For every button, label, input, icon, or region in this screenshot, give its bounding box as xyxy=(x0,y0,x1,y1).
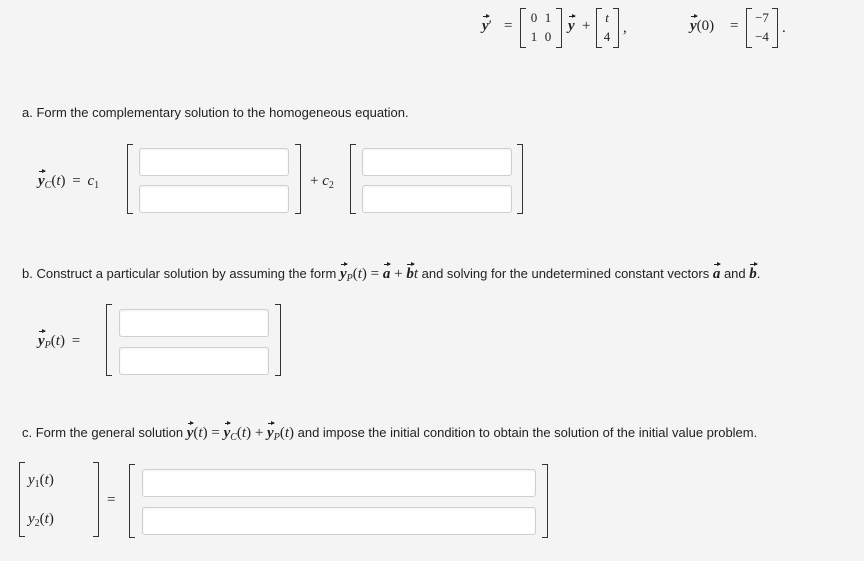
particular-component1-input[interactable] xyxy=(119,309,269,337)
forcing-t: t xyxy=(605,10,609,25)
complementary-vector2-component2-input[interactable] xyxy=(362,185,512,213)
initial-y1: −7 xyxy=(755,10,769,25)
part-a-right-bracket-1 xyxy=(295,144,301,214)
part-c-right-bracket-lhs xyxy=(93,462,99,537)
part-a-right-bracket-2 xyxy=(517,144,523,214)
part-c-right-bracket-rhs xyxy=(542,464,548,538)
y-vector-symbol: y xyxy=(482,18,489,34)
particular-lhs: $y_P(t)$ = xyxy=(38,333,81,351)
c2-coefficient: + $c_2$ xyxy=(310,173,334,191)
system-equation: y′ = 0 1 1 0 y + t 4 , y(0) = −7 −4 . xyxy=(478,6,818,50)
part-a-left-bracket-1 xyxy=(127,144,133,214)
particular-component2-input[interactable] xyxy=(119,347,269,375)
general-y2-input[interactable] xyxy=(142,507,536,535)
matrix-a22: 0 xyxy=(544,29,552,44)
matrix-left-bracket xyxy=(520,8,526,48)
y2-label: $y_2(t)$ xyxy=(28,511,54,529)
complementary-vector1-component2-input[interactable] xyxy=(139,185,289,213)
part-c-left-bracket-lhs xyxy=(19,462,25,537)
part-b-prompt: b. Construct a particular solution by assuming the form $y_P(t) = a$ + bt and solving for the undetermined constant vectors a and b. xyxy=(22,266,761,284)
part-a-prompt: a. Form the complementary solution to the homogeneous equation. xyxy=(22,105,409,120)
complementary-vector1-component1-input[interactable] xyxy=(139,148,289,176)
complementary-lhs: $y_C(t) = c_1$ xyxy=(38,173,100,191)
complementary-vector2-component1-input[interactable] xyxy=(362,148,512,176)
matrix-a21: 1 xyxy=(530,29,538,44)
part-a-left-bracket-2 xyxy=(350,144,356,214)
part-b-left-bracket xyxy=(106,304,112,376)
matrix-a11: 0 xyxy=(530,10,538,25)
matrix-right-bracket xyxy=(556,8,562,48)
part-c-prompt: c. Form the general solution $y(t) = y_C(t) + y_P(t)$ and impose the initial condition to obtain the solution of the initial value problem. xyxy=(22,425,758,443)
matrix-a12: 1 xyxy=(544,10,552,25)
part-b-right-bracket xyxy=(275,304,281,376)
initial-y2: −4 xyxy=(755,29,769,44)
general-y1-input[interactable] xyxy=(142,469,536,497)
forcing-4: 4 xyxy=(603,29,611,44)
part-c-left-bracket-rhs xyxy=(129,464,135,538)
y1-label: $y_1(t)$ xyxy=(28,472,54,490)
